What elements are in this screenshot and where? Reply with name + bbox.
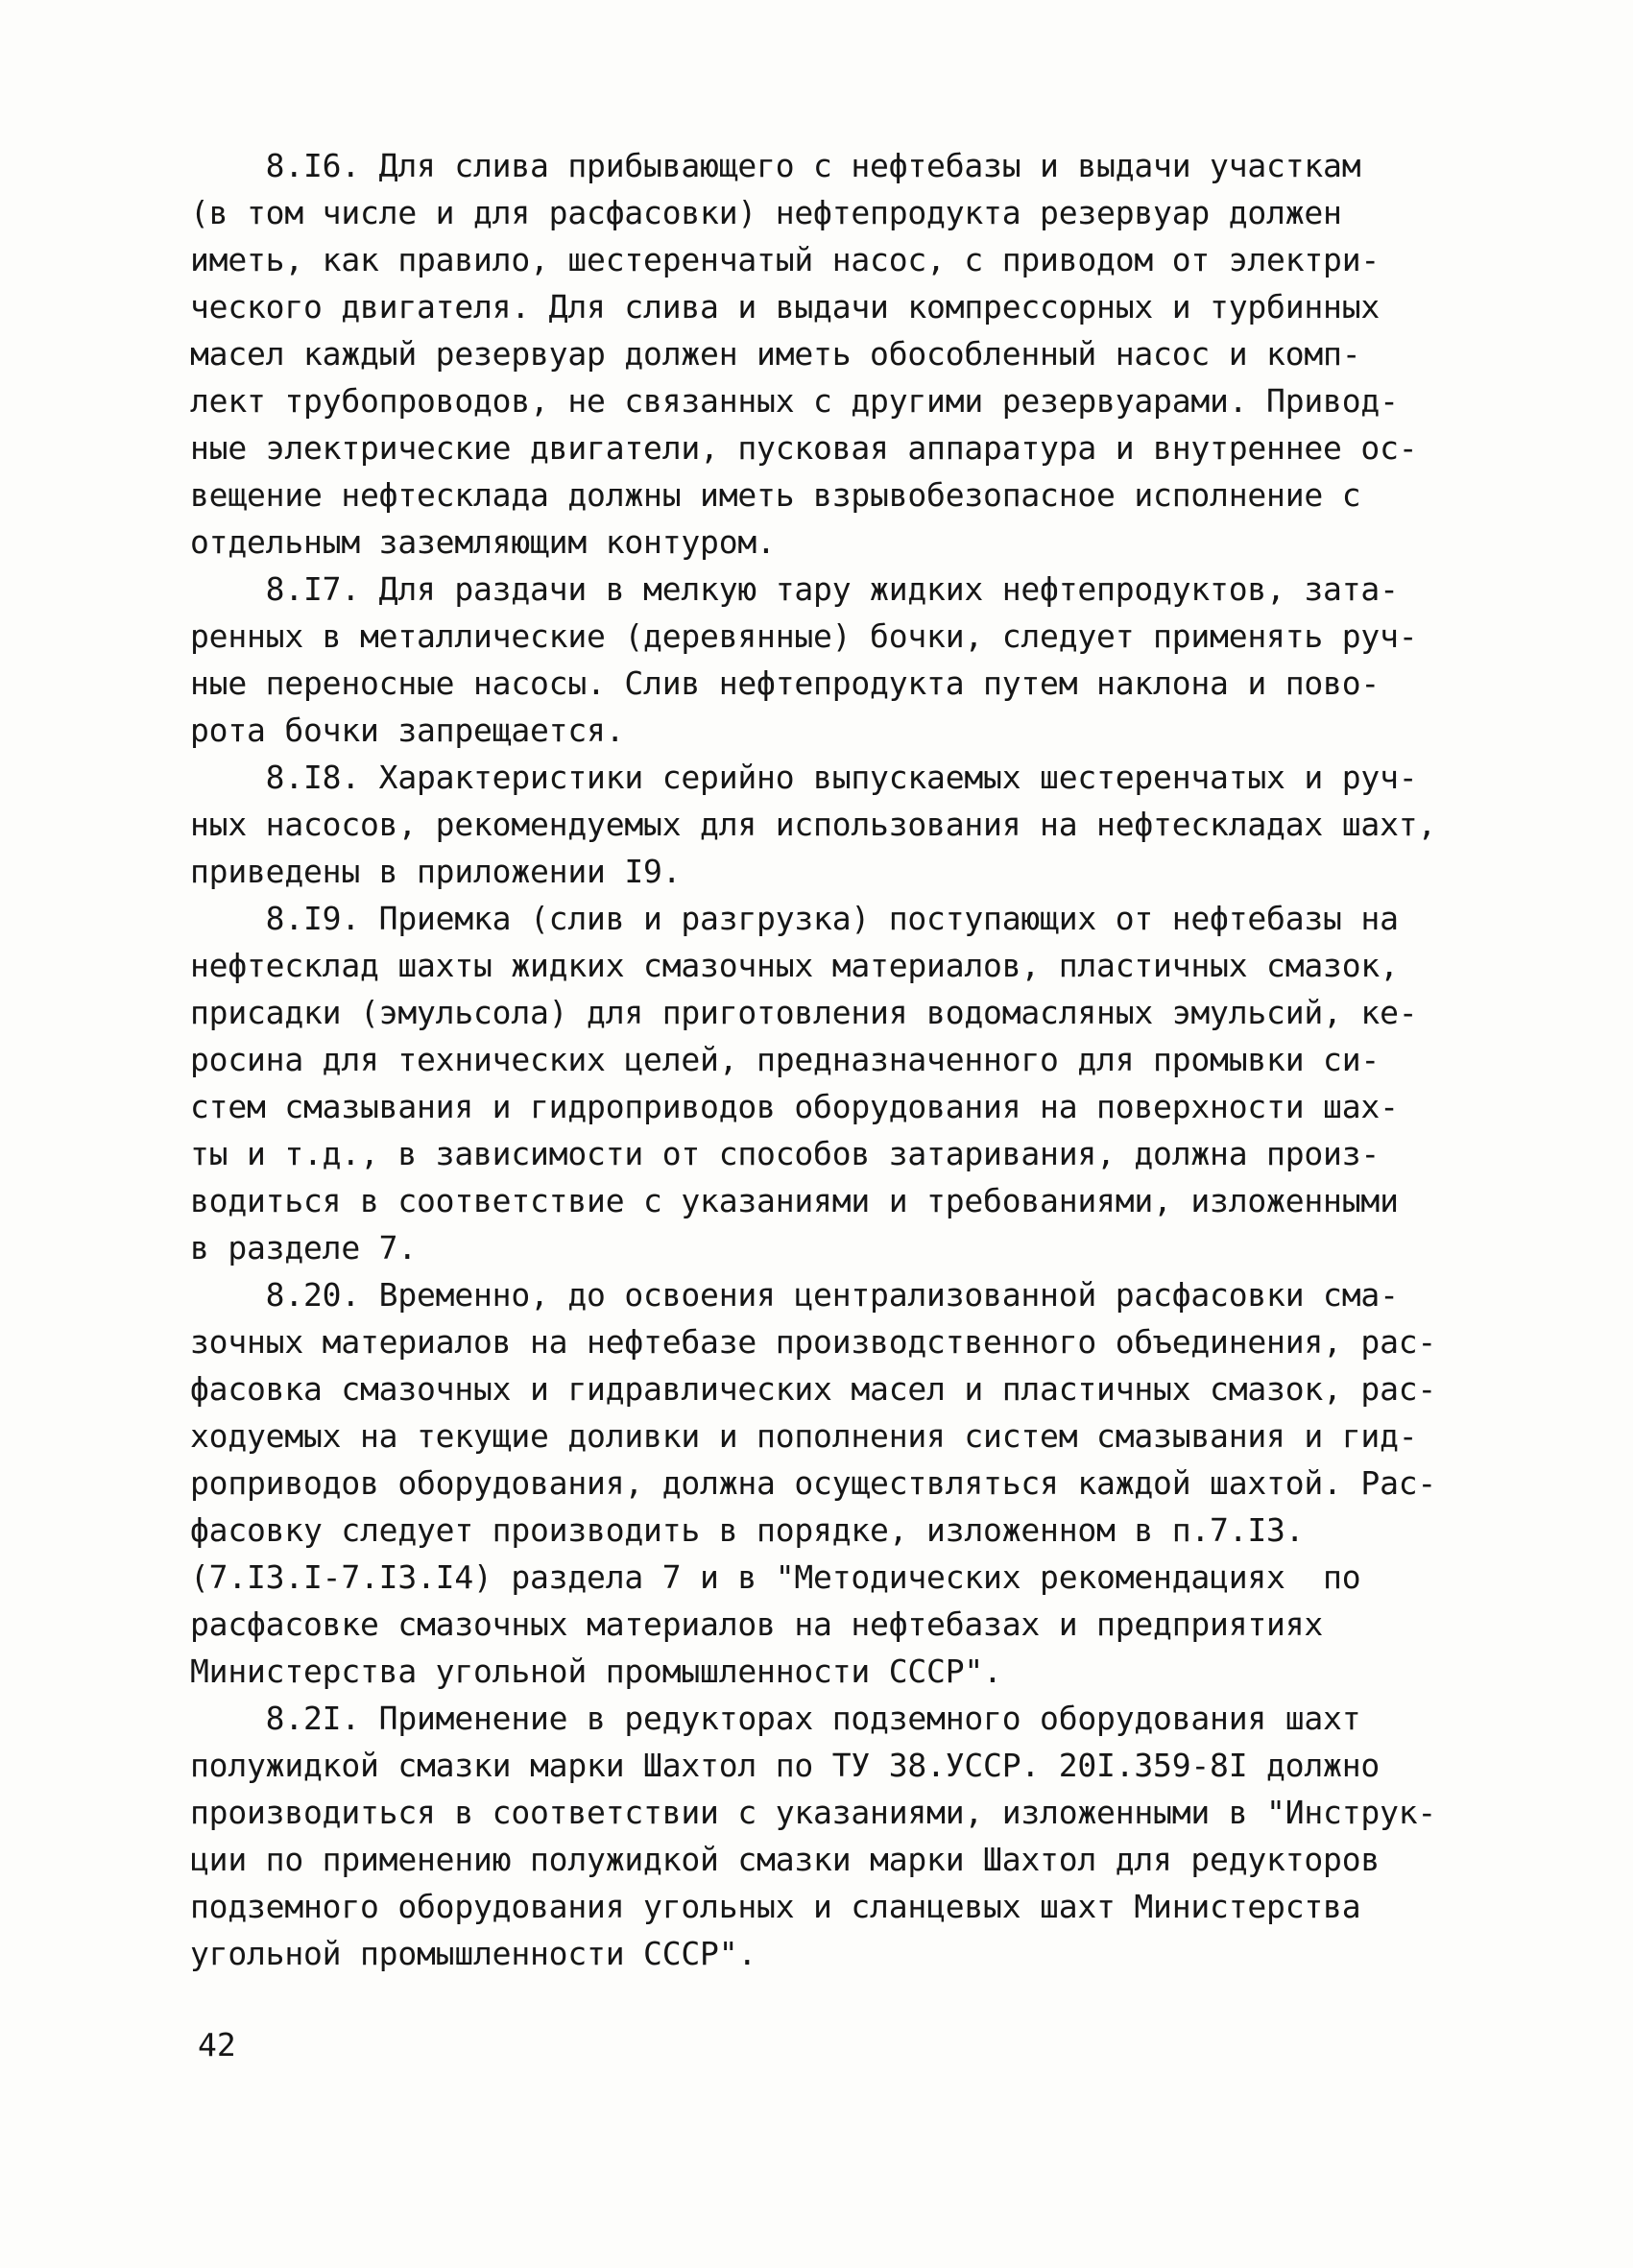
text-line: Министерства угольной промышленности СССР". bbox=[190, 1653, 1002, 1690]
text-line: рота бочки запрещается. bbox=[190, 712, 625, 749]
text-line: 8.I7. Для раздачи в мелкую тару жидких нефтепродуктов, зата- bbox=[190, 570, 1399, 608]
text-line: фасовка смазочных и гидравлических масел и пластичных смазок, рас- bbox=[190, 1370, 1437, 1408]
text-line: роприводов оборудования, должна осуществляться каждой шахтой. Рас- bbox=[190, 1464, 1437, 1502]
text-line: водиться в соответствие с указаниями и требованиями, изложенными bbox=[190, 1182, 1399, 1219]
text-line: 8.2I. Применение в редукторах подземного оборудования шахт bbox=[190, 1700, 1361, 1737]
text-line: присадки (эмульсола) для приготовления водомасляных эмульсий, ке- bbox=[190, 994, 1418, 1031]
text-line: приведены в приложении I9. bbox=[190, 853, 682, 890]
text-line: подземного оборудования угольных и сланцевых шахт Министерства bbox=[190, 1888, 1361, 1925]
text-line: ренных в металлические (деревянные) бочки, следует применять руч- bbox=[190, 617, 1418, 655]
paragraph-8-19 bbox=[190, 895, 1438, 1271]
text-line: лект трубопроводов, не связанных с другими резервуарами. Привод- bbox=[190, 382, 1399, 420]
text-line: отдельным заземляющим контуром. bbox=[190, 523, 776, 561]
paragraph-8-16 bbox=[190, 142, 1438, 566]
text-line: ты и т.д., в зависимости от способов затаривания, должна произ- bbox=[190, 1135, 1381, 1172]
text-line: масел каждый резервуар должен иметь обособленный насос и комп- bbox=[190, 335, 1361, 373]
text-line: ческого двигателя. Для слива и выдачи компрессорных и турбинных bbox=[190, 288, 1381, 326]
text-line: 8.I9. Приемка (слив и разгрузка) поступающих от нефтебазы на bbox=[190, 900, 1399, 937]
text-line: ции по применению полужидкой смазки марки Шахтол для редукторов bbox=[190, 1841, 1381, 1878]
text-line: нефтесклад шахты жидких смазочных материалов, пластичных смазок, bbox=[190, 947, 1399, 984]
text-line: 8.20. Временно, до освоения централизованной расфасовки сма- bbox=[190, 1276, 1399, 1314]
text-line: 8.I8. Характеристики серийно выпускаемых шестеренчатых и руч- bbox=[190, 759, 1418, 796]
text-line: росина для технических целей, предназначенного для промывки си- bbox=[190, 1041, 1381, 1078]
text-line: в разделе 7. bbox=[190, 1229, 418, 1267]
text-line: иметь, как правило, шестеренчатый насос, с приводом от электри- bbox=[190, 241, 1381, 278]
paragraph-8-21 bbox=[190, 1695, 1438, 1977]
text-line: угольной промышленности СССР". bbox=[190, 1935, 757, 1972]
text-line: ходуемых на текущие доливки и пополнения систем смазывания и гид- bbox=[190, 1417, 1418, 1455]
text-line: расфасовке смазочных материалов на нефтебазах и предприятиях bbox=[190, 1605, 1324, 1643]
text-line: (7.I3.I-7.I3.I4) раздела 7 и в "Методических рекомендациях по bbox=[190, 1558, 1361, 1596]
text-line: ные электрические двигатели, пусковая аппаратура и внутреннее ос- bbox=[190, 429, 1418, 467]
paragraph-8-18 bbox=[190, 754, 1438, 895]
text-line: 8.I6. Для слива прибывающего с нефтебазы и выдачи участкам bbox=[190, 147, 1361, 184]
paragraph-8-20 bbox=[190, 1271, 1438, 1695]
text-line: (в том числе и для расфасовки) нефтепродукта резервуар должен bbox=[190, 194, 1342, 231]
text-line: ных насосов, рекомендуемых для использования на нефтескладах шахт, bbox=[190, 806, 1437, 843]
text-line: фасовку следует производить в порядке, изложенном в п.7.I3. bbox=[190, 1511, 1305, 1549]
body-text bbox=[190, 142, 1438, 1977]
text-line: вещение нефтесклада должны иметь взрывобезопасное исполнение с bbox=[190, 476, 1361, 514]
paragraph-8-17 bbox=[190, 566, 1438, 754]
text-line: полужидкой смазки марки Шахтол по ТУ 38.УССР. 20I.359-8I должно bbox=[190, 1747, 1381, 1784]
page-number: 42 bbox=[198, 2026, 236, 2063]
text-line: производиться в соответствии с указаниями, изложенными в "Инструк- bbox=[190, 1794, 1437, 1831]
text-line: зочных материалов на нефтебазе производственного объединения, рас- bbox=[190, 1323, 1437, 1361]
text-line: стем смазывания и гидроприводов оборудования на поверхности шах- bbox=[190, 1088, 1399, 1125]
text-line: ные переносные насосы. Слив нефтепродукта путем наклона и пово- bbox=[190, 664, 1381, 702]
